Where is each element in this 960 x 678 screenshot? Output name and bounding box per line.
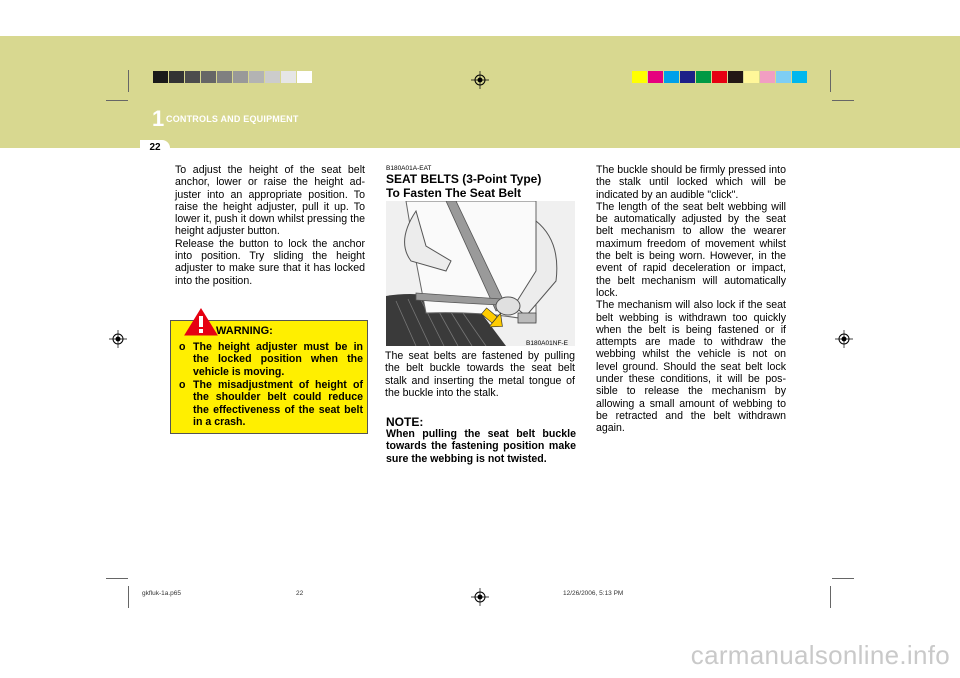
calibration-swatch bbox=[792, 71, 807, 83]
section-title-line: SEAT BELTS (3-Point Type) bbox=[386, 172, 542, 186]
section-title bbox=[386, 173, 576, 200]
bullet: o bbox=[179, 379, 186, 391]
height-adjust-text bbox=[175, 164, 365, 287]
footer-page: 22 bbox=[296, 590, 304, 597]
registration-mark-icon bbox=[835, 330, 853, 348]
chapter-title: CONTROLS AND EQUIPMENT bbox=[166, 114, 299, 124]
section-code: B180A01A-EAT bbox=[386, 165, 432, 172]
header-band bbox=[0, 36, 960, 148]
warning-item bbox=[179, 379, 363, 428]
registration-mark-icon bbox=[471, 588, 489, 606]
paragraph: The mechanism will also lock if the seat belt webbing is withdrawn too quickly when the belt is being fastened or if attempts are made to withdraw the webbing whilst the vehicle is not on level ground. Should the seat belt lock under these conditions, it will be pos-sible to release the mechanism by allowing a small amount of webbing to be retracted and the belt withdrawn again. bbox=[596, 299, 786, 435]
calibration-swatch bbox=[744, 71, 759, 83]
warning-item-text: The misadjustment of height of the shoulder belt could reduce the effectiveness of the seat belt in a crash. bbox=[193, 379, 363, 428]
grayscale-calibration-bar bbox=[153, 71, 313, 83]
paragraph: To adjust the height of the seat belt anchor, lower or raise the height ad-juster into an appropriate position. To raise the height adjuster, pull it up. To lower it, push it down whilst pressing the height adjuster button. bbox=[175, 164, 365, 238]
calibration-swatch bbox=[217, 71, 232, 83]
footer-timestamp: 12/26/2006, 5:13 PM bbox=[563, 590, 624, 597]
warning-box bbox=[170, 320, 368, 434]
warning-item-text: The height adjuster must be in the locked position when the vehicle is moving. bbox=[193, 341, 363, 378]
bullet: o bbox=[179, 341, 186, 353]
color-calibration-bar bbox=[632, 71, 808, 83]
watermark: carmanualsonline.info bbox=[690, 640, 950, 670]
page-number: 22 bbox=[140, 140, 170, 156]
note-heading: NOTE: bbox=[386, 415, 424, 429]
calibration-swatch bbox=[776, 71, 791, 83]
calibration-swatch bbox=[265, 71, 280, 83]
paragraph: Release the button to lock the anchor into position. Try sliding the height adjuster to make sure that it has locked into the position. bbox=[175, 237, 365, 287]
calibration-swatch bbox=[648, 71, 663, 83]
calibration-swatch bbox=[728, 71, 743, 83]
calibration-swatch bbox=[249, 71, 264, 83]
calibration-swatch bbox=[664, 71, 679, 83]
calibration-swatch bbox=[233, 71, 248, 83]
calibration-swatch bbox=[696, 71, 711, 83]
calibration-swatch bbox=[712, 71, 727, 83]
registration-mark-icon bbox=[109, 330, 127, 348]
fastening-text: The seat belts are fastened by pulling the belt buckle towards the seat belt stalk and inserting the metal tongue of the buckle into the stalk. bbox=[385, 350, 575, 399]
seat-belt-illustration bbox=[386, 201, 575, 346]
calibration-swatch bbox=[680, 71, 695, 83]
chapter-number: 1 bbox=[152, 106, 165, 131]
section-subtitle: To Fasten The Seat Belt bbox=[386, 185, 522, 200]
registration-mark-icon bbox=[471, 71, 489, 89]
calibration-swatch bbox=[153, 71, 168, 83]
calibration-swatch bbox=[201, 71, 216, 83]
footer-file-name: gkfluk-1a.p65 bbox=[142, 590, 182, 597]
warning-triangle-icon bbox=[184, 308, 218, 336]
calibration-swatch bbox=[632, 71, 647, 83]
paragraph: The length of the seat belt webbing will be automatically adjusted by the seat belt mechanism to allow the wearer maximum freedom of movement whilst the belt is being worn. However, in the event of rapid deceleration or impact, the belt mechanism will automatically lock. bbox=[596, 200, 786, 299]
image-code: B180A01NF-E bbox=[526, 340, 568, 347]
paragraph: The buckle should be firmly pressed into the stalk until locked which will be indicated by an audible "click". bbox=[596, 164, 786, 201]
note-text: When pulling the seat belt buckle towards the fastening position make sure the webbing is not twisted. bbox=[386, 428, 576, 465]
belt-mechanism-text bbox=[596, 164, 786, 435]
calibration-swatch bbox=[185, 71, 200, 83]
calibration-swatch bbox=[169, 71, 184, 83]
calibration-swatch bbox=[281, 71, 296, 83]
warning-item bbox=[179, 341, 363, 378]
warning-title: WARNING: bbox=[216, 325, 273, 337]
calibration-swatch bbox=[760, 71, 775, 83]
calibration-swatch bbox=[297, 71, 312, 83]
